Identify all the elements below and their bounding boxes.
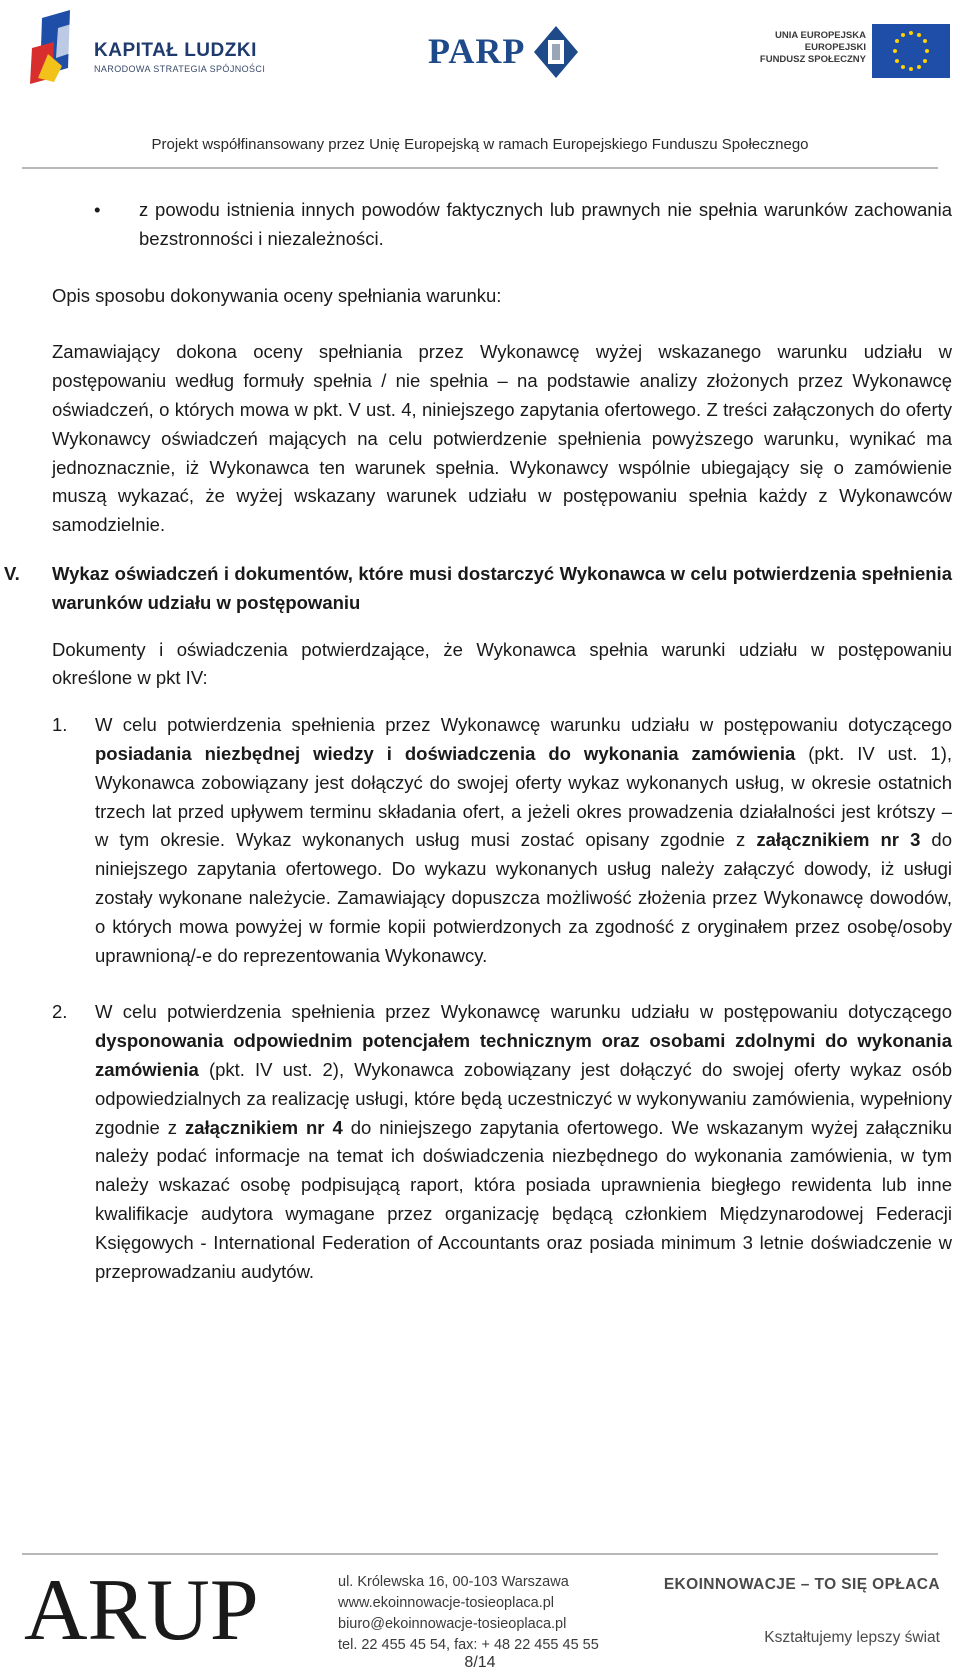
footer-website[interactable]: www.ekoinnowacje-tosieoplaca.pl: [338, 1595, 555, 1611]
footer-email[interactable]: biuro@ekoinnowacje-tosieoplaca.pl: [338, 1616, 567, 1632]
footer-address: ul. Królewska 16, 00-103 Warszawa: [338, 1574, 569, 1590]
page-number: 8/14: [464, 1654, 496, 1671]
eu-line-1: UNIA EUROPEJSKA: [775, 30, 866, 41]
header-slogan: Projekt współfinansowany przez Unię Europejską w ramach Europejskiego Funduszu Społecznego: [151, 136, 809, 153]
eu-line-2: EUROPEJSKI: [804, 42, 866, 53]
list-item-2-text-c: (pkt. IV ust. 2), Wykonawca zobowiązany jest dołączyć do swojej oferty wykaz osób odpowiedzialnych za realizację usługi, które będą uczestniczyć w wykonywaniu zamówienia, wypełniony zgodnie z: [95, 1058, 952, 1138]
list-item-2: [52, 998, 952, 1286]
list-item-1-bold-d: załącznikiem nr 3: [756, 829, 921, 851]
list-item-2-bold-b: dysponowania odpowiednim potencjałem technicznym oraz osobami zdolnymi do wykonania zamówienia: [95, 1030, 952, 1080]
kapital-ludzki-emblem-icon: [28, 8, 88, 92]
footer-contact: [338, 1572, 599, 1656]
assessment-heading: Opis sposobu dokonywania oceny spełniania warunku:: [52, 284, 502, 306]
assessment-paragraph: Zamawiający dokona oceny spełniania przez Wykonawcę wyżej wskazanego warunku udziału w postępowaniu według formuły spełnia / nie spełnia – na podstawie analizy złożonych przez Wykonawcę oświadczeń, o których mowa w pkt. V ust. 4, niniejszego zapytania ofertowego. Z treści załączonych do oferty Wykonawcy oświadczeń mających na celu potwierdzenie spełnienia powyższego warunku, wynikać ma jednoznacznie, iż Wykonawca ten warunek spełnia. Wykonawcy wspólnie ubiegający się o zamówienie muszą wykazać, że wyżej wskazany warunek udziału w postępowaniu spełnia każdy z Wykonawców samodzielnie.: [52, 341, 952, 536]
footer-phone: tel. 22 455 45 54, fax: + 48 22 455 45 55: [338, 1637, 599, 1653]
section-heading: [4, 560, 952, 618]
page-header: [0, 0, 960, 170]
bullet-dot-icon: •: [94, 199, 101, 220]
kapital-ludzki-logo: [28, 8, 298, 92]
list-item-1: [52, 711, 952, 970]
footer-tagline: Kształtujemy lepszy świat: [764, 1629, 940, 1646]
list-item-2-text-e: do niniejszego zapytania ofertowego. We wskazanym wyżej załączniku należy podać informacje na temat ich doświadczenia niezbędnego do wykonania zamówienia, w tym należy wskazać osobę podpisującą raport, która posiada uprawnienia biegłego rewidenta lub inne kwalifikacje audytora wymagane przez organizację będącą członkiem Międzynarodowej Federacji Księgowych - International Federation of Accountants oraz posiada minimum 3 letnie doświadczenie w przeprowadzaniu audytów.: [95, 1116, 952, 1282]
kapital-ludzki-subtitle: NARODOWA STRATEGIA SPÓJNOŚCI: [94, 64, 266, 74]
arup-wordmark: ARUP: [24, 1563, 259, 1648]
list-item-1-text-e: do niniejszego zapytania ofertowego. Do wykazu wykonanych usług należy załączyć dowody, iż usługi zostały wykonane należycie. Zamawiający dopuszcza możliwość złożenia przez Wykonawcę dowodów, o których mowa powyżej w formie kopii potwierdzonych za zgodność z oryginałem przez osobę/osoby uprawnioną/-e do reprezentowania Wykonawcy.: [95, 829, 952, 966]
footer-divider: [22, 1553, 938, 1555]
list-item-2-text-a: W celu potwierdzenia spełnienia przez Wykonawcę warunku udziału w postępowaniu dotyczącego: [95, 1001, 952, 1023]
footer-brand: EKOINNOWACJE – TO SIĘ OPŁACA: [663, 1576, 940, 1593]
section-title: Wykaz oświadczeń i dokumentów, które musi dostarczyć Wykonawca w celu potwierdzenia spełnienia warunków udziału w postępowaniu: [52, 562, 952, 613]
parp-wordmark: PARP: [428, 31, 526, 71]
eu-line-3: FUNDUSZ SPOŁECZNY: [759, 54, 866, 65]
bullet-text: z powodu istnienia innych powodów faktycznych lub prawnych nie spełnia warunków zachowania bezstronności i niezależności.: [139, 199, 952, 249]
section-intro: Dokumenty i oświadczenia potwierdzające, że Wykonawca spełnia warunki udziału w postępowaniu określone w pkt IV:: [52, 638, 952, 689]
bullet-item: [52, 196, 952, 254]
kapital-ludzki-title: KAPITAŁ LUDZKI: [94, 40, 257, 61]
list-item-2-bold-d: załącznikiem nr 4: [184, 1116, 343, 1138]
list-item-2-number: 2.: [52, 1001, 68, 1023]
list-item-1-text-c: (pkt. IV ust. 1), Wykonawca zobowiązany jest dołączyć do swojej oferty wykaz wykonanych usług, w okresie ostatnich trzech lat przed upływem terminu składania ofert, a jeżeli okres prowadzenia działalności jest krótszy – w tym okresie. Wykaz wykonanych usług musi zostać opisany zgodnie z: [95, 742, 952, 851]
list-item-1-text-a: W celu potwierdzenia spełnienia przez Wykonawcę warunku udziału w postępowaniu dotyczącego: [95, 714, 952, 736]
parp-diamond-icon: [534, 26, 578, 78]
section-number: V.: [4, 562, 20, 584]
arup-logo: [24, 1563, 274, 1648]
document-body: [4, 196, 952, 1286]
eu-logo: [740, 24, 950, 80]
parp-logo: [428, 22, 588, 82]
header-divider: [22, 167, 938, 169]
list-item-1-bold-b: posiadania niezbędnej wiedzy i doświadczenia do wykonania zamówienia: [95, 742, 796, 764]
list-item-1-number: 1.: [52, 714, 68, 736]
eu-flag-icon: [872, 24, 950, 78]
